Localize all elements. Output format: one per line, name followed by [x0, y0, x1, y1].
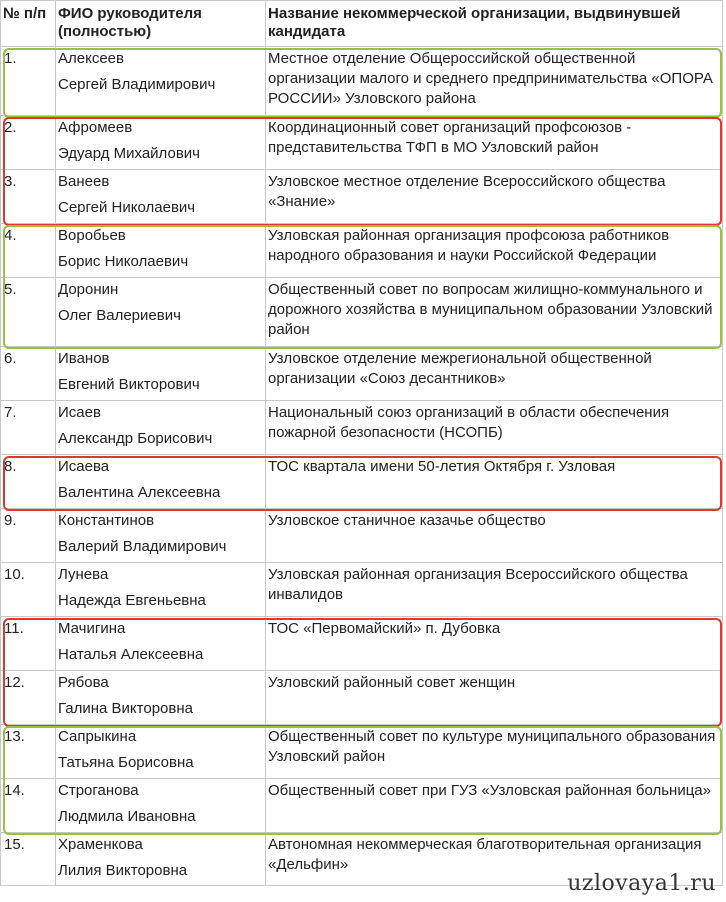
organization-name: Узловская районная организация профсоюза работников народного образования и науки Российской Федерации: [266, 224, 723, 278]
person-name: [56, 509, 266, 563]
table-row: [1, 401, 723, 455]
row-number: 12.: [1, 671, 56, 725]
person-name: [56, 671, 266, 725]
given-names: Эдуард Михайлович: [58, 145, 200, 162]
table-row: [1, 725, 723, 779]
organization-name: Узловское местное отделение Всероссийского общества «Знание»: [266, 170, 723, 224]
table-row: [1, 116, 723, 170]
given-names: Валентина Алексеевна: [58, 484, 221, 501]
organization-name: ТОС «Первомайский» п. Дубовка: [266, 617, 723, 671]
table-row: [1, 170, 723, 224]
table-row: [1, 509, 723, 563]
given-names: Наталья Алексеевна: [58, 646, 204, 663]
person-name: [56, 563, 266, 617]
organization-name: Общественный совет по вопросам жилищно-коммунального и дорожного хозяйства в муниципальном образовании Узловский район: [266, 278, 723, 347]
table-row: [1, 563, 723, 617]
table-row: [1, 779, 723, 833]
row-number: 14.: [1, 779, 56, 833]
person-name: [56, 617, 266, 671]
row-number: 6.: [1, 347, 56, 401]
table-row: [1, 224, 723, 278]
row-number: 15.: [1, 833, 56, 886]
person-name: [56, 170, 266, 224]
surname: Строганова: [58, 782, 139, 799]
person-name: [56, 455, 266, 509]
person-name: [56, 347, 266, 401]
row-number: 9.: [1, 509, 56, 563]
surname: Исаев: [58, 404, 101, 421]
given-names: Сергей Николаевич: [58, 199, 196, 216]
organization-name: Общественный совет при ГУЗ «Узловская районная больница»: [266, 779, 723, 833]
organization-name: Узловское станичное казачье общество: [266, 509, 723, 563]
surname: Иванов: [58, 350, 110, 367]
table-row: [1, 278, 723, 347]
organization-name: Национальный союз организаций в области обеспечения пожарной безопасности (НСОПБ): [266, 401, 723, 455]
person-name: [56, 278, 266, 347]
given-names: Татьяна Борисовна: [58, 754, 194, 771]
given-names: Борис Николаевич: [58, 253, 189, 270]
surname: Сапрыкина: [58, 728, 137, 745]
row-number: 5.: [1, 278, 56, 347]
given-names: Евгений Викторович: [58, 376, 200, 393]
surname: Афромеев: [58, 119, 133, 136]
surname: Ванеев: [58, 173, 110, 190]
person-name: [56, 47, 266, 116]
table-row: [1, 455, 723, 509]
row-number: 1.: [1, 47, 56, 116]
table-row: [1, 671, 723, 725]
header-num: № п/п: [1, 1, 56, 47]
row-number: 13.: [1, 725, 56, 779]
row-number: 3.: [1, 170, 56, 224]
surname: Храменкова: [58, 836, 143, 853]
organization-name: Координационный совет организаций профсоюзов - представительства ТФП в МО Узловский район: [266, 116, 723, 170]
header-org: Название некоммерческой организации, выдвинувшей кандидата: [266, 1, 723, 47]
surname: Мачигина: [58, 620, 126, 637]
organization-name: Узловское отделение межрегиональной общественной организации «Союз десантников»: [266, 347, 723, 401]
person-name: [56, 116, 266, 170]
row-number: 7.: [1, 401, 56, 455]
surname: Исаева: [58, 458, 110, 475]
given-names: Валерий Владимирович: [58, 538, 227, 555]
given-names: Александр Борисович: [58, 430, 213, 447]
given-names: Надежда Евгеньевна: [58, 592, 206, 609]
header-name: ФИО руководителя (полностью): [56, 1, 266, 47]
surname: Воробьев: [58, 227, 126, 244]
person-name: [56, 833, 266, 886]
given-names: Галина Викторовна: [58, 700, 193, 717]
table-row: [1, 617, 723, 671]
person-name: [56, 779, 266, 833]
surname: Константинов: [58, 512, 155, 529]
watermark: uzlovaya1.ru: [567, 871, 716, 896]
surname: Рябова: [58, 674, 109, 691]
surname: Лунева: [58, 566, 109, 583]
person-name: [56, 224, 266, 278]
given-names: Лилия Викторовна: [58, 862, 188, 879]
organization-name: Общественный совет по культуре муниципального образования Узловский район: [266, 725, 723, 779]
surname: Алексеев: [58, 50, 124, 67]
given-names: Сергей Владимирович: [58, 76, 216, 93]
header-row: [1, 1, 723, 47]
organization-name: Узловская районная организация Всероссийского общества инвалидов: [266, 563, 723, 617]
organization-name: ТОС квартала имени 50-летия Октября г. Узловая: [266, 455, 723, 509]
row-number: 11.: [1, 617, 56, 671]
table-row: [1, 347, 723, 401]
given-names: Олег Валериевич: [58, 307, 181, 324]
organization-name: Местное отделение Общероссийской общественной организации малого и среднего предпринимательства «ОПОРА РОССИИ» Узловского района: [266, 47, 723, 116]
organization-name: Автономная некоммерческая благотворительная организация «Дельфин»: [266, 833, 723, 886]
row-number: 10.: [1, 563, 56, 617]
given-names: Людмила Ивановна: [58, 808, 196, 825]
row-number: 8.: [1, 455, 56, 509]
row-number: 4.: [1, 224, 56, 278]
row-number: 2.: [1, 116, 56, 170]
organization-name: Узловский районный совет женщин: [266, 671, 723, 725]
person-name: [56, 401, 266, 455]
table-row: [1, 47, 723, 116]
surname: Доронин: [58, 281, 119, 298]
person-name: [56, 725, 266, 779]
